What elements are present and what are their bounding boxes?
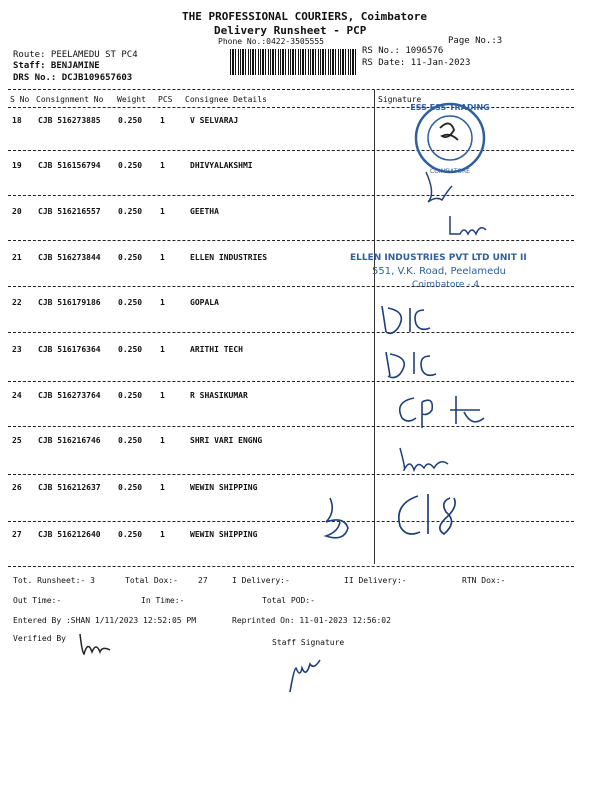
out-time: Out Time:- [13,596,62,605]
col-weight: Weight [117,95,146,104]
signature-23 [380,346,444,382]
col-consignment: Consignment No [36,95,104,104]
signature-24 [392,392,492,432]
entered-by: Entered By :SHAN 1/11/2023 12:52:05 PM [13,616,197,625]
ii-delivery: II Delivery:- [344,576,407,585]
in-time: In Time:- [141,596,185,605]
ess-stamp-text: ESS ESS TRADING [410,103,490,112]
phone-number: Phone No.:0422-3505555 [218,37,324,46]
col-consignee: Consignee Details [185,95,267,104]
col-signature: Signature [378,95,422,104]
rs-date: RS Date: 11-Jan-2023 [362,58,471,68]
staff-signature [284,648,334,698]
reprinted-on: Reprinted On: 11-01-2023 12:56:02 [232,616,391,625]
tot-runsheet: Tot. Runsheet:- 3 [13,576,95,585]
table-header [0,95,600,107]
signature-27 [388,488,478,546]
table-row: 26 CJB 516212637 0.250 1 WEWIN SHIPPING [12,483,258,492]
signature-25 [396,444,456,474]
ess-trading-stamp [410,98,490,178]
signature-19 [420,168,460,208]
table-row: 25 CJB 516216746 0.250 1 SHRI VARI ENGNG [12,436,263,445]
table-row: 27 CJB 516212640 0.250 1 WEWIN SHIPPING [12,530,258,539]
verifier-signature [76,630,116,660]
table-top-rule [8,89,574,90]
rs-number: RS No.: 1096576 [362,46,444,56]
signature-20 [446,212,496,238]
ess-stamp-city: COIMBATORE [430,168,470,175]
col-pcs: PCS [158,95,173,104]
table-bottom-rule [8,566,574,567]
table-row: 22 CJB 516179186 0.250 1 GOPALA [12,298,219,307]
route-label: Route: PEELAMEDU ST PC4 [13,50,138,60]
table-row: 24 CJB 516273764 0.250 1 R SHASIKUMAR [12,391,248,400]
verified-by: Verified By [13,634,66,643]
table-row: 23 CJB 516176364 0.250 1 ARITHI TECH [12,345,243,354]
ellen-stamp-line2: 551, V.K. Road, Peelamedu [372,266,507,277]
total-dox-value: 27 [198,576,208,585]
staff-signature-label: Staff Signature [272,638,345,647]
table-row: 21 CJB 516273844 0.250 1 ELLEN INDUSTRIES [12,253,268,262]
table-row: 20 CJB 516216557 0.250 1 GEETHA [12,207,219,216]
company-name: THE PROFESSIONAL COURIERS, Coimbatore [182,10,428,23]
table-row: 19 CJB 516156794 0.250 1 DHIVYALAKSHMI [12,161,253,170]
drs-number: DRS No.: DCJB109657603 [13,73,133,83]
table-row: 18 CJB 516273885 0.250 1 V SELVARAJ [12,116,239,125]
i-delivery: I Delivery:- [232,576,290,585]
total-dox-label: Total Dox:- [125,576,178,585]
ellen-stamp-line3: Coimbatore - 4 [412,280,480,290]
runsheet-title: Delivery Runsheet - PCP [214,24,367,37]
col-sno: S No [10,95,30,104]
signature-22 [376,300,440,338]
staff-label: Staff: BENJAMINE [13,61,100,71]
page-number: Page No.:3 [448,36,503,46]
signature-26 [318,494,358,544]
ellen-stamp-line1: ELLEN INDUSTRIES PVT LTD UNIT II [350,253,527,263]
barcode [230,49,358,75]
total-pod: Total POD:- [262,596,315,605]
rtn-dox: RTN Dox:- [462,576,506,585]
